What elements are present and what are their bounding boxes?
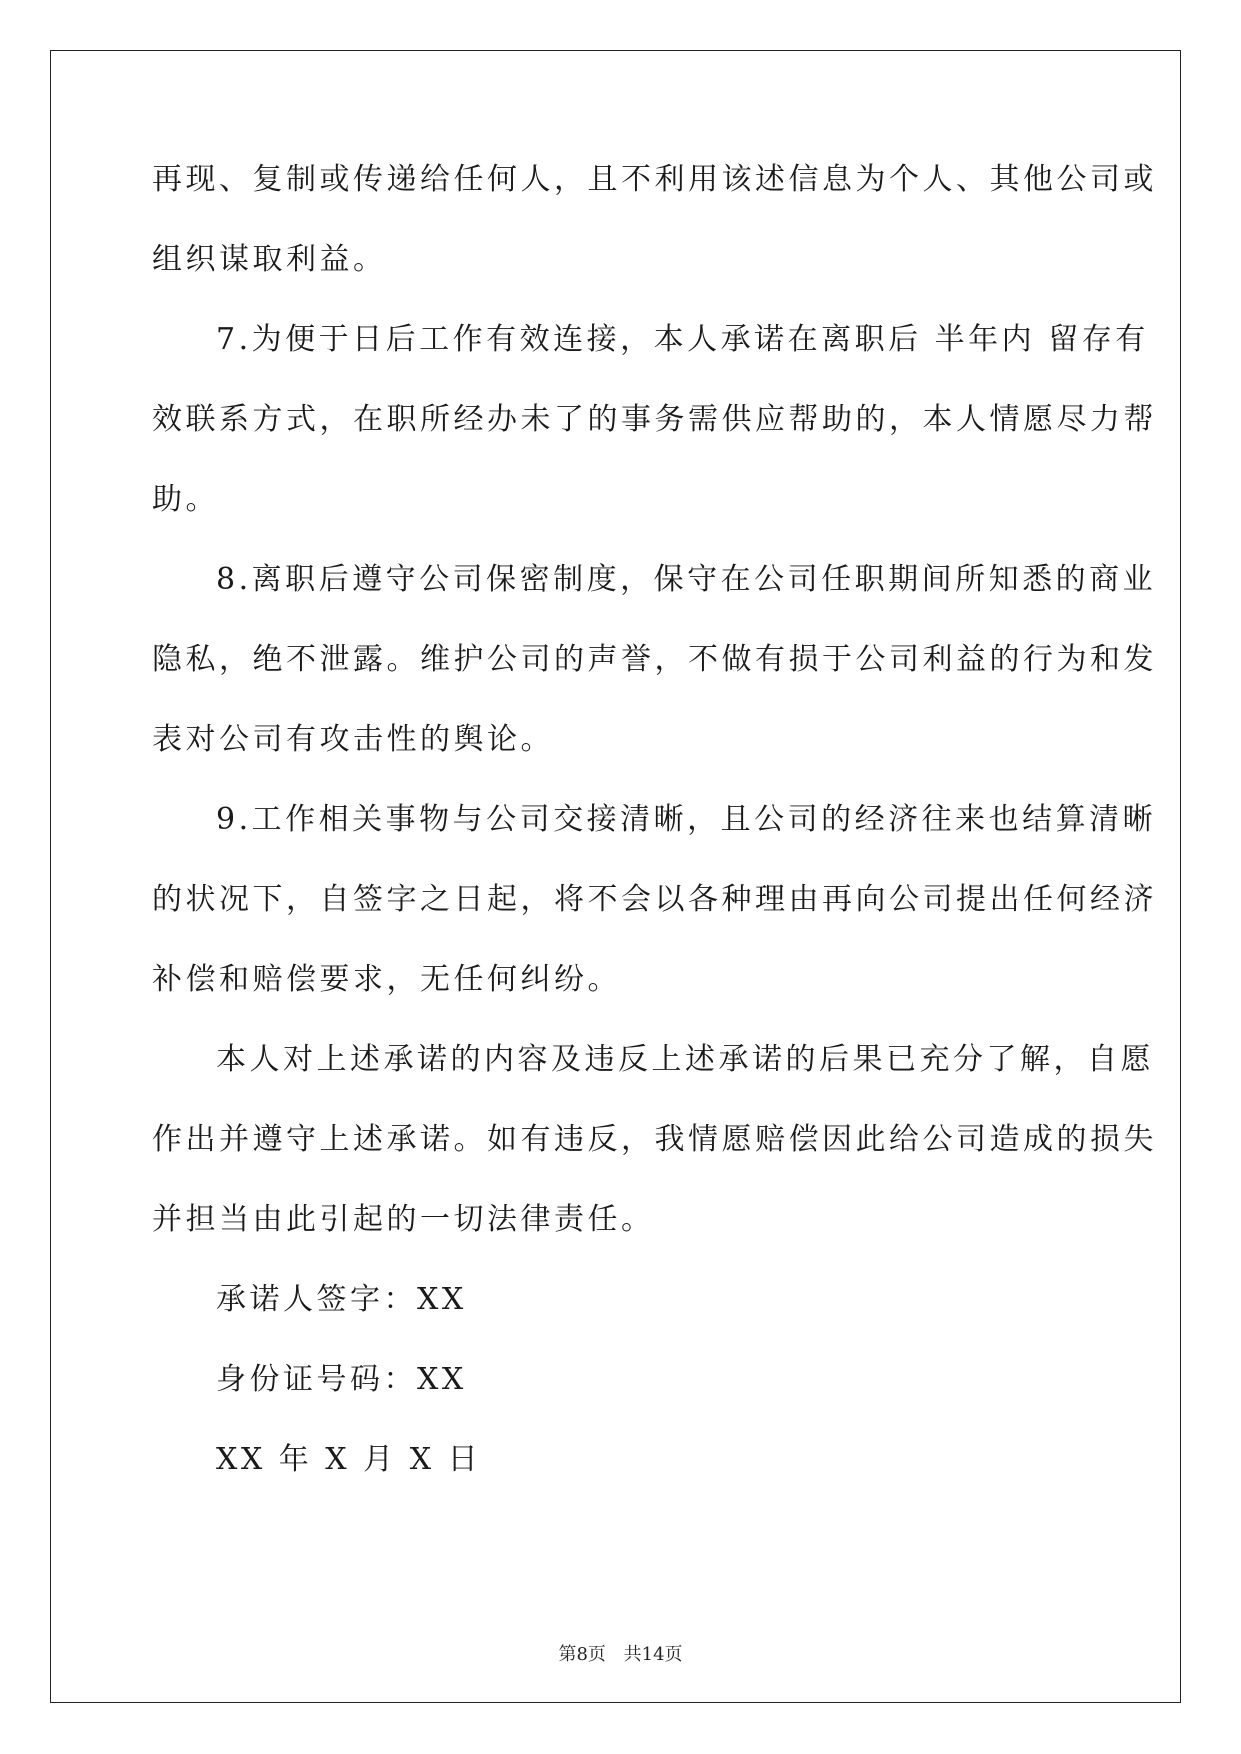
text-line: 表对公司有攻击性的舆论。 bbox=[152, 722, 554, 757]
text-line: 作出并遵守上述承诺。如有违反，我情愿赔偿因此给公司造成的损失 bbox=[152, 1122, 1157, 1157]
text-line: 助。 bbox=[152, 482, 219, 517]
text-line: 组织谋取利益。 bbox=[152, 242, 387, 277]
id-number-line: 身份证号码：XX bbox=[216, 1362, 467, 1397]
page-number: 第8页 bbox=[558, 1644, 606, 1665]
clause-9-line: 9.工作相关事物与公司交接清晰，且公司的经济往来也结算清晰 bbox=[216, 802, 1157, 837]
text-line: 隐私，绝不泄露。维护公司的声誉，不做有损于公司利益的行为和发 bbox=[152, 642, 1157, 677]
document-body bbox=[152, 160, 1157, 1520]
clause-7-line: 7.为便于日后工作有效连接，本人承诺在离职后 半年内 留存有 bbox=[216, 322, 1149, 357]
declaration-line: 本人对上述承诺的内容及违反上述承诺的后果已充分了解，自愿 bbox=[216, 1042, 1154, 1077]
text-line: 的状况下，自签字之日起，将不会以各种理由再向公司提出任何经济 bbox=[152, 882, 1157, 917]
date-line: XX 年 X 月 X 日 bbox=[216, 1442, 482, 1477]
text-line: 并担当由此引起的一切法律责任。 bbox=[152, 1202, 655, 1237]
clause-8-line: 8.离职后遵守公司保密制度，保守在公司任职期间所知悉的商业 bbox=[216, 562, 1157, 597]
page-footer bbox=[0, 1640, 1241, 1666]
signature-line: 承诺人签字：XX bbox=[216, 1282, 467, 1317]
text-line: 补偿和赔偿要求，无任何纠纷。 bbox=[152, 962, 621, 997]
text-line: 效联系方式，在职所经办未了的事务需供应帮助的，本人情愿尽力帮 bbox=[152, 402, 1157, 437]
page-total: 共14页 bbox=[623, 1644, 683, 1665]
text-line: 再现、复制或传递给任何人，且不利用该述信息为个人、其他公司或 bbox=[152, 162, 1157, 197]
